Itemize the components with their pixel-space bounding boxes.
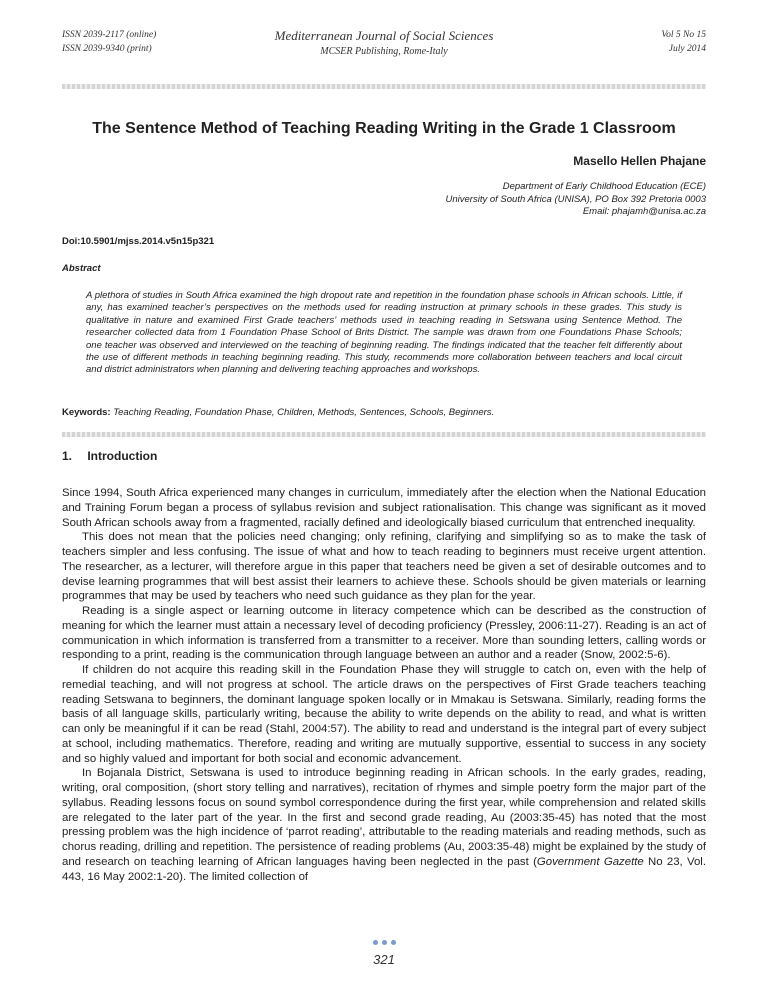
body-text [62, 486, 706, 884]
affiliation-department: Department of Early Childhood Education (ECE) [502, 181, 706, 192]
paragraph-5-start: In Bojanala District, Setswana is used to introduce beginning reading in African schools. In the early grades, reading, writing, oral composition, (short story telling and narratives), recitation of rhymes and simple poetry form the major part of the syllabus. Reading lessons focus on sound symbol correspondence during the first year, while comprehension and related skills are relegated to the later part of the year. In the first and second grade reading, Au (2003:35-45) has noted that the most pressing problem was the high incidence of ‘parrot reading’, attributable to the reading materials and reading methods, such as chorus reading, drilling and repetition. The persistence of reading problems (Au, 2003:35-48) might be explained by the study of and research on teaching learning of African languages having been neglected in the past ( [62, 767, 706, 868]
footer-dot [391, 940, 396, 945]
page-header [62, 28, 706, 76]
page-number: 321 [373, 952, 395, 967]
abstract-divider [62, 432, 706, 437]
paragraph-3: Reading is a single aspect or learning outcome in literacy competence which can be described as the construction of meaning for which the learner must attain a necessary level of decoding proficiency (Pressley, 2006:11-27). Reading is an act of communication in which information is transferred from a transmitter to a receiver. More than sounding letters, calling words or responding to a print, reading is the communication through language between an author and a reader (Snow, 2002:5-6). [62, 605, 706, 662]
paragraph-5 [62, 766, 706, 884]
doi-link[interactable]: Doi:10.5901/mjss.2014.v5n15p321 [62, 236, 215, 247]
paper-title: The Sentence Method of Teaching Reading Writing in the Grade 1 Classroom [92, 120, 676, 137]
keywords-text: Teaching Reading, Foundation Phase, Children, Methods, Sentences, Schools, Beginners. [113, 407, 495, 418]
section-number: 1. [62, 449, 73, 463]
author-name: Masello Hellen Phajane [573, 154, 706, 168]
affiliation-university: University of South Africa (UNISA), PO Box 392 Pretoria 0003 [445, 193, 706, 205]
paragraph-5-end: No 23, Vol. 443, 16 May 2002:1-20). The limited collection of [62, 855, 706, 883]
paragraph-4: If children do not acquire this reading skill in the Foundation Phase they will struggle to catch on, even with the help of remedial teaching, and will not progress at school. The article draws on the perspectives of First Grade teachers teaching reading Setswana to beginners, the dominant language spoken locally or in Mmakau is Setswana. Similarly, reading forms the basis of all language skills, particularly writing, because the ability to write depends on the ability to read, and what is written can only be meaningful if it can be read (Stahl, 2004:57). The ability to read and understand is the integral part of every subject at school, including mathematics. Therefore, reading and writing are mutually supportive, essential to success in any society and so highly valued and important for both social and economic advancement. [62, 664, 706, 765]
footer-dots [0, 940, 768, 948]
keywords-label: Keywords: [62, 407, 111, 418]
issn-print: ISSN 2039-9340 (print) [62, 44, 152, 54]
paragraph-1: Since 1994, South Africa experienced many changes in curriculum, immediately after the election when the National Education and Training Forum began a process of syllabus revision and subject rationalisation. This change was significant as it moved South African schools away from a fragmented, racially defined and ideologically biased curriculum that entrenched inequality. [62, 487, 706, 529]
abstract-text: A plethora of studies in South Africa examined the high dropout rate and repetition in the foundation phase schools in African schools. Little, if any, has examined teacher’s perspectives on the methods used for reading instruction at primary schools in these grades. This study is qualitative in nature and examined First Grade teachers’ methods used in teaching reading in Setswana using Sentence Method. The researcher collected data from 1 Foundation Phase School of Brits District. The sample was drawn from one Foundations Phase Schools; one teacher was observed and interviewed on the teaching of beginning reading. The findings indicated that the teacher felt differently about the use of different methods in teaching beginning reading. This study, recommends more collaboration between teachers and local circuit and district administrators when planning and delivering teaching approaches and workshops. [86, 290, 682, 376]
footer-dot [373, 940, 378, 945]
publisher-name: MCSER Publishing, Rome-Italy [320, 46, 448, 57]
paragraph-2: This does not mean that the policies need changing; only refining, clarifying and simplifying so as to make the task of teachers simpler and less confusing. The issue of what and how to teach reading to beginners must receive urgent attention. The researcher, as a lecturer, will therefore argue in this paper that teachers need be given a set of desirable outcomes and to devise learning programmes that will best assist their learners to achieve these. Schools should be given materials or learning programmes that may be used by teachers who need such guidance as they plan for the year. [62, 531, 706, 603]
section-title: Introduction [87, 449, 158, 463]
affiliation-email[interactable]: Email: phajamh@unisa.ac.za [582, 206, 706, 217]
section-heading [62, 449, 157, 463]
volume-block [661, 28, 706, 56]
volume-number: Vol 5 No 15 [661, 30, 706, 40]
keywords-line [62, 407, 706, 418]
footer-dot [382, 940, 387, 945]
journal-name: Mediterranean Journal of Social Sciences [274, 28, 494, 43]
journal-block [62, 28, 706, 59]
header-divider [62, 84, 706, 89]
abstract-heading: Abstract [62, 263, 101, 274]
paragraph-5-citation: Government Gazette [536, 855, 644, 868]
issn-online: ISSN 2039-2117 (online) [62, 30, 157, 40]
author-affiliation [446, 181, 706, 219]
issue-date: July 2014 [668, 44, 706, 54]
